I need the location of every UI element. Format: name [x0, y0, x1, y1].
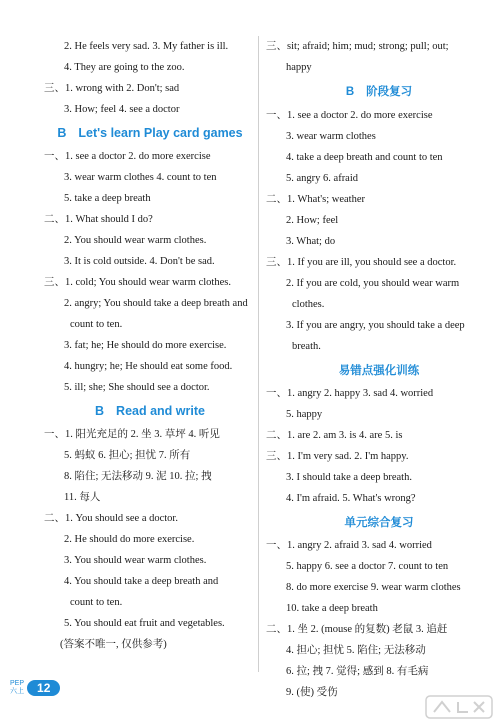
edition-pep: PEP — [10, 680, 25, 687]
section-title-unit-review — [266, 509, 492, 535]
left-answer-line: 三、1. wrong with 2. Don't; sad — [44, 83, 180, 94]
right-answer-line: 2. How; feel — [286, 215, 339, 226]
left-answer-line: 4. You should take a deep breath and — [64, 576, 219, 587]
right-column — [266, 36, 492, 703]
edition-grade: 六上 — [10, 688, 24, 695]
right-answer-line: 一、1. angry 2. afraid 3. sad 4. worried — [266, 540, 432, 551]
right-answer-line: 3. I should take a deep breath. — [286, 472, 412, 483]
section-title-error-training — [266, 357, 492, 383]
page-number: 12 — [27, 680, 60, 696]
right-answer-line: 二、1. What's; weather — [266, 194, 365, 205]
section-title-error-training-text: 易错点强化训练 — [338, 363, 420, 377]
right-answer-line: 5. happy 6. see a doctor 7. count to ten — [286, 561, 449, 572]
right-answer-line: 3. If you are angry, you should take a deep — [286, 320, 465, 331]
right-answer-line: clothes. — [292, 299, 325, 310]
right-answer-line: 9. (使) 受伤 — [286, 687, 338, 698]
left-answer-line: 3. wear warm clothes 4. count to ten — [64, 172, 217, 183]
left-answer-line: 5. You should eat fruit and vegetables. — [64, 618, 225, 629]
right-answer-line: 10. take a deep breath — [286, 603, 378, 614]
column-divider — [258, 36, 259, 672]
left-answer-line: 一、1. 阳光充足的 2. 坐 3. 草坪 4. 听见 — [44, 429, 220, 440]
section-title-read-and-write — [44, 398, 256, 424]
page-footer — [10, 680, 60, 696]
right-answer-line: happy — [286, 62, 312, 73]
left-answer-line: 5. ill; she; She should see a doctor. — [64, 382, 210, 393]
left-answer-line: 3. How; feel 4. see a doctor — [64, 104, 180, 115]
section-title-lets-learn-letter: B — [57, 126, 67, 140]
section-title-read-and-write-text: Read and write — [116, 404, 205, 418]
right-answer-line: 二、1. 坐 2. (mouse 的复数) 老鼠 3. 追赶 — [266, 624, 448, 635]
left-answer-line: 8. 陷住; 无法移动 9. 泥 10. 拉; 拽 — [64, 471, 212, 482]
right-answer-line: 三、1. If you are ill, you should see a doctor. — [266, 257, 457, 268]
right-answer-line: 3. wear warm clothes — [286, 131, 376, 142]
left-answer-line: 4. hungry; he; He should eat some food. — [64, 361, 233, 372]
right-answer-line: 5. angry 6. afraid — [286, 173, 359, 184]
left-column — [44, 36, 256, 655]
left-answer-line: count to ten. — [70, 597, 123, 608]
watermark-logo-icon — [424, 692, 494, 722]
right-answer-line: 4. 担心; 担忧 5. 陷住; 无法移动 — [286, 645, 426, 656]
left-answer-line: count to ten. — [70, 319, 123, 330]
left-answer-line: 3. You should wear warm clothes. — [64, 555, 207, 566]
section-title-lets-learn-text: Let's learn Play card games — [78, 126, 243, 140]
left-answer-line: 5. 蚂蚁 6. 担心; 担忧 7. 所有 — [64, 450, 191, 461]
left-answer-line: 11. 每人 — [64, 492, 101, 503]
right-answer-line: 一、1. see a doctor 2. do more exercise — [266, 110, 433, 121]
section-title-stage-review — [266, 78, 492, 105]
right-answer-line: 4. take a deep breath and count to ten — [286, 152, 443, 163]
left-answer-line: 3. fat; he; He should do more exercise. — [64, 340, 227, 351]
left-answer-line: 二、1. What should I do? — [44, 214, 153, 225]
right-answer-line: 6. 拉; 拽 7. 觉得; 感到 8. 有毛病 — [286, 666, 429, 677]
left-answer-line: (答案不唯一, 仅供参考) — [60, 639, 167, 650]
left-answer-line: 4. They are going to the zoo. — [64, 62, 185, 73]
section-title-unit-review-text: 单元综合复习 — [344, 515, 414, 529]
right-answer-line: 4. I'm afraid. 5. What's wrong? — [286, 493, 416, 504]
right-answer-line: 三、sit; afraid; him; mud; strong; pull; out; — [266, 41, 449, 52]
left-answer-line: 2. angry; You should take a deep breath and — [64, 298, 248, 309]
right-answer-line: 8. do more exercise 9. wear warm clothes — [286, 582, 461, 593]
section-title-lets-learn — [44, 120, 256, 146]
right-answer-line: breath. — [292, 341, 321, 352]
right-answer-line: 2. If you are cold, you should wear warm — [286, 278, 460, 289]
section-title-stage-review-text: 阶段复习 — [366, 84, 413, 98]
section-title-stage-review-letter: B — [345, 86, 355, 98]
section-title-read-and-write-letter: B — [95, 404, 105, 418]
left-answer-line: 5. take a deep breath — [64, 193, 151, 204]
left-answer-line: 二、1. You should see a doctor. — [44, 513, 178, 524]
right-answer-line: 三、1. I'm very sad. 2. I'm happy. — [266, 451, 409, 462]
left-answer-line: 2. He feels very sad. 3. My father is ill. — [64, 41, 229, 52]
right-answer-line: 一、1. angry 2. happy 3. sad 4. worried — [266, 388, 434, 399]
edition-label — [10, 680, 24, 696]
left-answer-line: 三、1. cold; You should wear warm clothes. — [44, 277, 231, 288]
left-answer-line: 一、1. see a doctor 2. do more exercise — [44, 151, 211, 162]
right-answer-line: 二、1. are 2. am 3. is 4. are 5. is — [266, 430, 403, 441]
left-answer-line: 3. It is cold outside. 4. Don't be sad. — [64, 256, 215, 267]
left-answer-line: 2. You should wear warm clothes. — [64, 235, 207, 246]
right-answer-line: 5. happy — [286, 409, 323, 420]
right-answer-line: 3. What; do — [286, 236, 336, 247]
left-answer-line: 2. He should do more exercise. — [64, 534, 195, 545]
